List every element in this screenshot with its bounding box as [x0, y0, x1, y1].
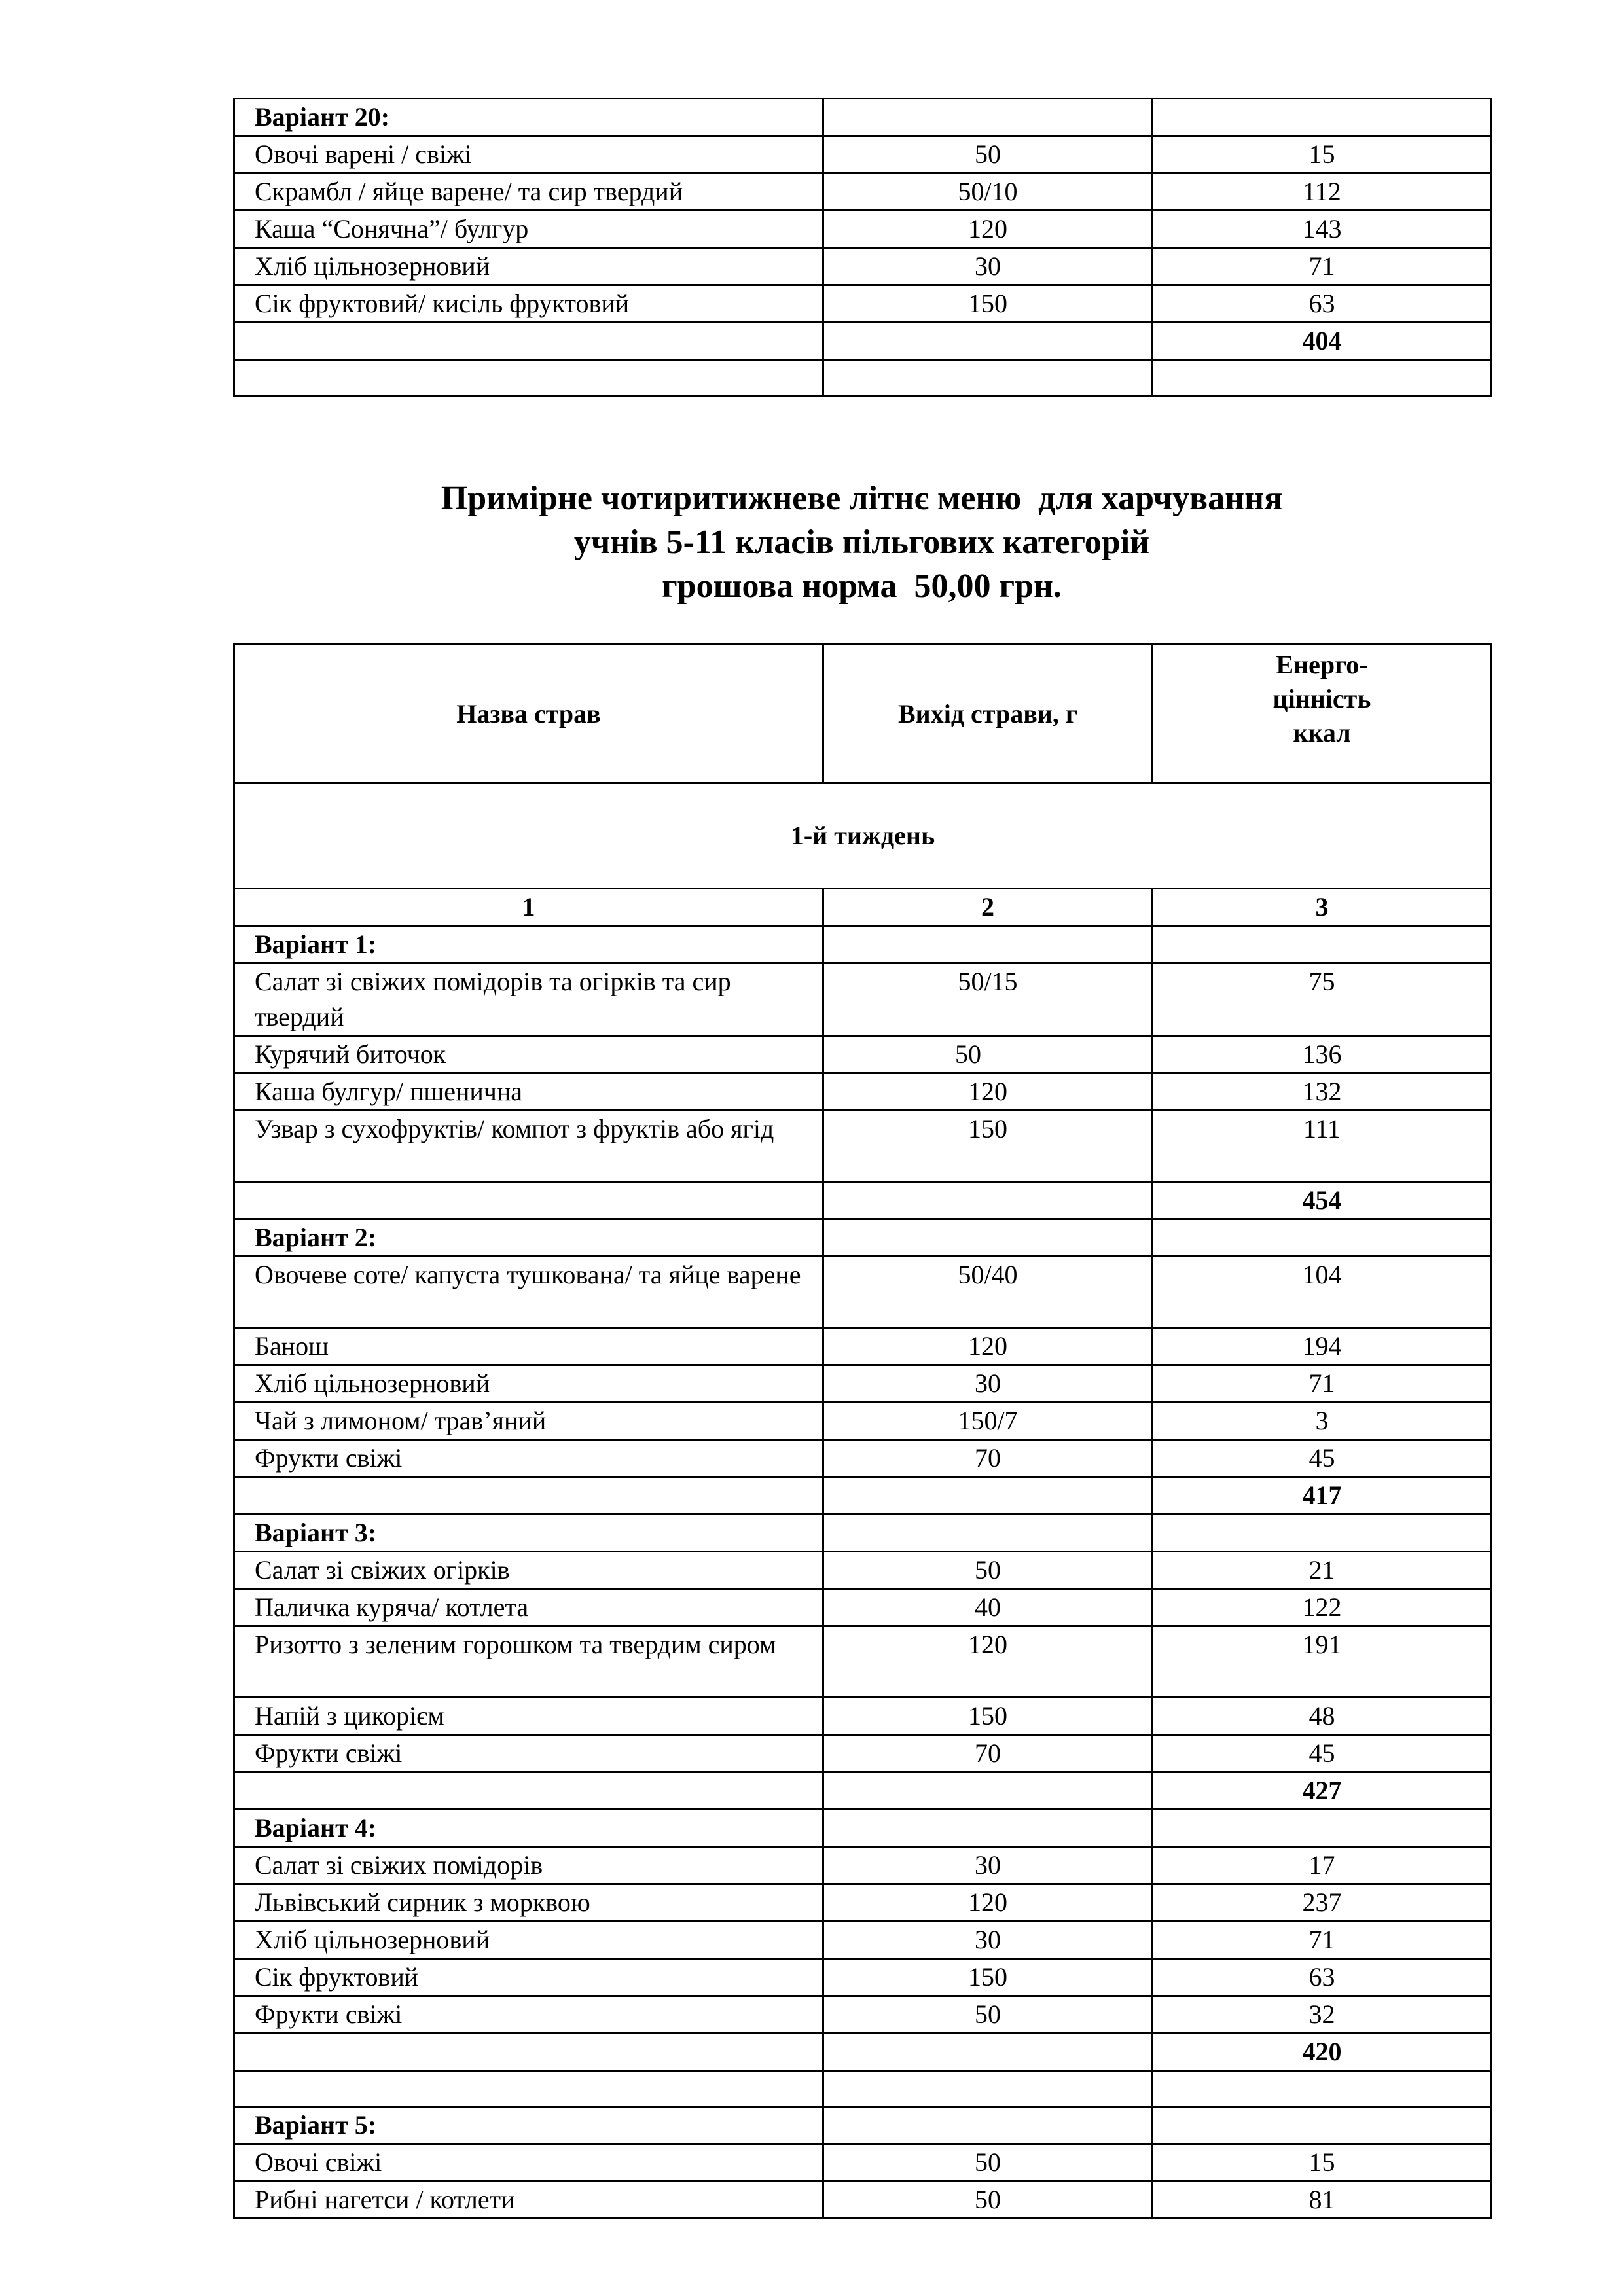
variant-header-row — [234, 1515, 1492, 1552]
dish-portion: 50/15 — [823, 963, 1153, 1036]
dish-kcal: 143 — [1153, 211, 1492, 248]
table-row — [234, 248, 1492, 285]
title-line-3: грошова норма 50,00 грн. — [662, 567, 1062, 605]
dish-name: Салат зі свіжих помідорів та огірків та сир твердий — [234, 963, 823, 1036]
dish-name: Каша булгур/ пшенична — [234, 1073, 823, 1111]
dish-portion: 50/10 — [823, 173, 1153, 211]
empty-cell — [823, 1772, 1153, 1810]
header-energy — [1153, 645, 1492, 783]
dish-name: Фрукти свіжі — [234, 1996, 823, 2034]
dish-kcal: 237 — [1153, 1884, 1492, 1922]
dish-name: Узвар з сухофруктів/ компот з фруктів або ягід — [234, 1111, 823, 1182]
empty-row — [234, 2071, 1492, 2107]
header-row — [234, 645, 1492, 783]
variant-header-row — [234, 1219, 1492, 1257]
dish-name: Овочеве соте/ капуста тушкована/ та яйце варене — [234, 1257, 823, 1328]
total-kcal: 454 — [1153, 1182, 1492, 1219]
dish-portion: 150 — [823, 1111, 1153, 1182]
dish-kcal: 71 — [1153, 248, 1492, 285]
table-row — [234, 1440, 1492, 1477]
dish-kcal: 45 — [1153, 1735, 1492, 1772]
dish-name: Сік фруктовий/ кисіль фруктовий — [234, 285, 823, 323]
variant-20-table — [233, 98, 1492, 397]
empty-cell — [1153, 2106, 1492, 2144]
empty-cell — [823, 99, 1153, 136]
dish-kcal: 32 — [1153, 1996, 1492, 2034]
week-row — [234, 783, 1492, 889]
dish-name: Салат зі свіжих помідорів — [234, 1847, 823, 1884]
header-energy-line-2: цінність — [1272, 684, 1371, 713]
header-energy-line-1: Енерго- — [1276, 650, 1368, 679]
empty-cell — [823, 1477, 1153, 1515]
dish-kcal: 15 — [1153, 136, 1492, 173]
dish-name: Каша “Сонячна”/ булгур — [234, 211, 823, 248]
table-row — [234, 1111, 1492, 1182]
total-kcal: 404 — [1153, 323, 1492, 360]
dish-kcal: 45 — [1153, 1440, 1492, 1477]
dish-kcal: 71 — [1153, 1365, 1492, 1403]
variant-label: Варіант 20: — [234, 99, 823, 136]
table-row — [234, 211, 1492, 248]
dish-portion: 150/7 — [823, 1403, 1153, 1440]
dish-name: Хліб цільнозерновий — [234, 1365, 823, 1403]
empty-cell — [1153, 2071, 1492, 2107]
table-row — [234, 963, 1492, 1036]
empty-cell — [823, 1515, 1153, 1552]
dish-kcal: 191 — [1153, 1626, 1492, 1698]
dish-kcal: 81 — [1153, 2181, 1492, 2218]
empty-cell — [823, 1810, 1153, 1847]
title-line-1: Примірне чотиритижневе літнє меню для харчування — [441, 480, 1283, 517]
table-row — [234, 1403, 1492, 1440]
empty-cell — [823, 926, 1153, 963]
dish-portion: 70 — [823, 1735, 1153, 1772]
dish-portion: 30 — [823, 1847, 1153, 1884]
dish-portion: 70 — [823, 1440, 1153, 1477]
empty-cell — [823, 2106, 1153, 2144]
dish-name: Чай з лимоном/ трав’яний — [234, 1403, 823, 1440]
empty-cell — [234, 360, 823, 396]
variant-label: Варіант 2: — [234, 1219, 823, 1257]
dish-name: Паличка куряча/ котлета — [234, 1589, 823, 1626]
dish-portion: 40 — [823, 1589, 1153, 1626]
dish-portion: 120 — [823, 1073, 1153, 1111]
table-row — [234, 1328, 1492, 1365]
dish-kcal: 63 — [1153, 1959, 1492, 1996]
dish-portion: 50/40 — [823, 1257, 1153, 1328]
table-row — [234, 1626, 1492, 1698]
column-numbers-row — [234, 889, 1492, 926]
dish-portion: 120 — [823, 1626, 1153, 1698]
empty-cell — [1153, 1810, 1492, 1847]
empty-row — [234, 360, 1492, 396]
dish-name: Рибні нагетси / котлети — [234, 2181, 823, 2218]
empty-cell — [234, 1477, 823, 1515]
empty-cell — [823, 2034, 1153, 2071]
dish-portion: 150 — [823, 285, 1153, 323]
table-row — [234, 1959, 1492, 1996]
header-dish-name: Назва страв — [234, 645, 823, 783]
variant-header-row — [234, 2106, 1492, 2144]
dish-name: Курячий биточок — [234, 1036, 823, 1073]
column-number: 2 — [823, 889, 1153, 926]
empty-cell — [1153, 1219, 1492, 1257]
table-row — [234, 1589, 1492, 1626]
total-kcal: 427 — [1153, 1772, 1492, 1810]
week-label: 1-й тиждень — [234, 783, 1492, 889]
dish-name: Напій з цикорієм — [234, 1698, 823, 1735]
table-row — [234, 1036, 1492, 1073]
dish-portion: 30 — [823, 1922, 1153, 1959]
dish-kcal: 71 — [1153, 1922, 1492, 1959]
dish-portion: 30 — [823, 248, 1153, 285]
dish-name: Львівський сирник з морквою — [234, 1884, 823, 1922]
dish-portion: 120 — [823, 1328, 1153, 1365]
dish-portion: 50 — [823, 1996, 1153, 2034]
table-row — [234, 1257, 1492, 1328]
table-row — [234, 173, 1492, 211]
dish-name: Сік фруктовий — [234, 1959, 823, 1996]
dish-kcal: 48 — [1153, 1698, 1492, 1735]
dish-kcal: 21 — [1153, 1552, 1492, 1589]
dish-name: Хліб цільнозерновий — [234, 248, 823, 285]
empty-cell — [1153, 99, 1492, 136]
dish-kcal: 17 — [1153, 1847, 1492, 1884]
empty-cell — [1153, 360, 1492, 396]
variant-header-row — [234, 99, 1492, 136]
dish-kcal: 112 — [1153, 173, 1492, 211]
dish-portion: 50 — [823, 2144, 1153, 2181]
dish-name: Овочі свіжі — [234, 2144, 823, 2181]
column-number: 3 — [1153, 889, 1492, 926]
total-row — [234, 1477, 1492, 1515]
dish-name: Банош — [234, 1328, 823, 1365]
dish-portion: 50 — [823, 1552, 1153, 1589]
total-row — [234, 2034, 1492, 2071]
dish-portion: 30 — [823, 1365, 1153, 1403]
dish-portion: 120 — [823, 1884, 1153, 1922]
table-row — [234, 1552, 1492, 1589]
empty-cell — [234, 323, 823, 360]
table-row — [234, 136, 1492, 173]
table-row — [234, 1922, 1492, 1959]
dish-name: Фрукти свіжі — [234, 1735, 823, 1772]
dish-kcal: 104 — [1153, 1257, 1492, 1328]
table-row — [234, 1073, 1492, 1111]
total-row — [234, 1182, 1492, 1219]
table-row — [234, 1847, 1492, 1884]
table-row — [234, 2144, 1492, 2181]
total-kcal: 417 — [1153, 1477, 1492, 1515]
empty-cell — [823, 1219, 1153, 1257]
variant-header-row — [234, 926, 1492, 963]
page-title — [233, 476, 1490, 608]
empty-cell — [823, 323, 1153, 360]
dish-name: Салат зі свіжих огірків — [234, 1552, 823, 1589]
variant-label: Варіант 1: — [234, 926, 823, 963]
dish-kcal: 15 — [1153, 2144, 1492, 2181]
table-row — [234, 285, 1492, 323]
table-row — [234, 1698, 1492, 1735]
empty-cell — [823, 2071, 1153, 2107]
header-portion: Вихід страви, г — [823, 645, 1153, 783]
dish-kcal: 194 — [1153, 1328, 1492, 1365]
empty-cell — [234, 1182, 823, 1219]
dish-portion: 150 — [823, 1959, 1153, 1996]
variant-header-row — [234, 1810, 1492, 1847]
table-row — [234, 2181, 1492, 2218]
empty-cell — [234, 2071, 823, 2107]
title-line-2: учнів 5-11 класів пільгових категорій — [573, 524, 1150, 561]
empty-cell — [234, 2034, 823, 2071]
table-row — [234, 1884, 1492, 1922]
table-row — [234, 1996, 1492, 2034]
empty-cell — [823, 360, 1153, 396]
column-number: 1 — [234, 889, 823, 926]
dish-name: Ризотто з зеленим горошком та твердим сиром — [234, 1626, 823, 1698]
empty-cell — [1153, 1515, 1492, 1552]
dish-kcal: 136 — [1153, 1036, 1492, 1073]
table-row — [234, 1735, 1492, 1772]
empty-cell — [234, 1772, 823, 1810]
dish-name: Фрукти свіжі — [234, 1440, 823, 1477]
dish-name: Хліб цільнозерновий — [234, 1922, 823, 1959]
menu-table — [233, 643, 1492, 2219]
dish-kcal: 132 — [1153, 1073, 1492, 1111]
dish-kcal: 75 — [1153, 963, 1492, 1036]
empty-cell — [823, 1182, 1153, 1219]
dish-kcal: 63 — [1153, 285, 1492, 323]
dish-name: Овочі варені / свіжі — [234, 136, 823, 173]
dish-portion: 150 — [823, 1698, 1153, 1735]
total-row — [234, 323, 1492, 360]
empty-cell — [1153, 926, 1492, 963]
total-row — [234, 1772, 1492, 1810]
total-kcal: 420 — [1153, 2034, 1492, 2071]
dish-portion: 50 — [823, 2181, 1153, 2218]
dish-portion: 50 — [823, 136, 1153, 173]
header-energy-line-3: ккал — [1293, 718, 1351, 747]
variant-label: Варіант 5: — [234, 2106, 823, 2144]
dish-kcal: 3 — [1153, 1403, 1492, 1440]
variant-label: Варіант 4: — [234, 1810, 823, 1847]
variant-label: Варіант 3: — [234, 1515, 823, 1552]
dish-kcal: 122 — [1153, 1589, 1492, 1626]
dish-portion: 120 — [823, 211, 1153, 248]
table-row — [234, 1365, 1492, 1403]
dish-name: Скрамбл / яйце варене/ та сир твердий — [234, 173, 823, 211]
dish-portion: 50 — [823, 1036, 1153, 1073]
dish-kcal: 111 — [1153, 1111, 1492, 1182]
